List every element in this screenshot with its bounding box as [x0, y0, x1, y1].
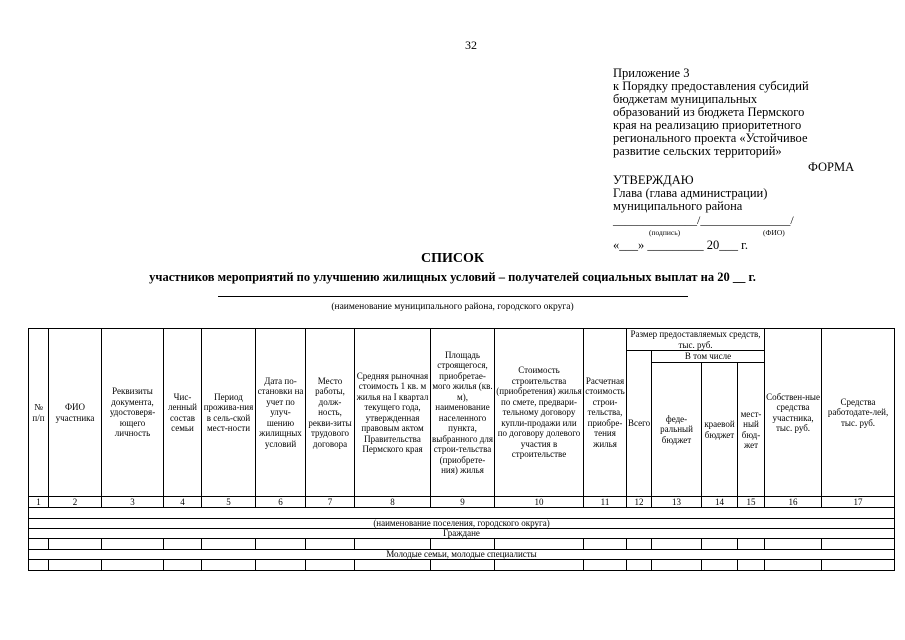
header-subgroup: В том числе — [652, 351, 765, 363]
table-cell — [202, 560, 256, 571]
citizens-section-label: Граждане — [29, 529, 895, 539]
table-cell — [256, 560, 306, 571]
form-label: ФОРМА — [808, 160, 855, 174]
table-cell — [822, 560, 895, 571]
appendix-line: Приложение 3 — [613, 66, 690, 80]
municipality-name-line — [218, 296, 688, 297]
signature-labels — [613, 228, 853, 238]
header-federal: феде-ральный бюджет — [652, 363, 702, 497]
signature-line: ______________/_______________/ — [613, 213, 794, 227]
column-number-row — [29, 497, 895, 508]
column-number: 6 — [256, 497, 306, 508]
table-cell — [49, 539, 102, 550]
column-number: 13 — [652, 497, 702, 508]
table-cell — [164, 560, 202, 571]
section-row — [29, 519, 895, 529]
approval-line: Глава (глава администрации) — [613, 186, 768, 200]
header-employer-funds: Средства работодате-лей, тыс. руб. — [822, 329, 895, 497]
table-row — [29, 508, 895, 519]
column-number: 15 — [738, 497, 765, 508]
table-cell — [495, 539, 584, 550]
table-cell — [256, 539, 306, 550]
signature-label: (подпись) — [649, 228, 681, 237]
header-calculated-cost: Расчетная стоимость строи-тельства, приобре-тения жилья — [584, 329, 627, 497]
appendix-line: развитие сельских территорий» — [613, 144, 782, 158]
table-cell — [29, 539, 49, 550]
table-row — [29, 560, 895, 571]
column-number: 16 — [765, 497, 822, 508]
table-cell — [29, 560, 49, 571]
header-workplace: Место работы, долж-ность, рекви-зиты трудового договора — [306, 329, 355, 497]
section-row — [29, 550, 895, 560]
column-number: 4 — [164, 497, 202, 508]
header-cost: Стоимость строительства (приобретения) жилья по смете, предвари-тельному договору купли-продажи или по договору долевого участия в строительстве — [495, 329, 584, 497]
table-cell — [49, 560, 102, 571]
table-cell — [765, 560, 822, 571]
table-cell — [102, 560, 164, 571]
fio-label: (ФИО) — [763, 228, 785, 237]
table-cell — [355, 560, 431, 571]
table-cell — [765, 539, 822, 550]
municipality-name-label: (наименование муниципального района, городского округа) — [331, 302, 574, 312]
column-number: 11 — [584, 497, 627, 508]
table-cell — [652, 560, 702, 571]
column-number: 2 — [49, 497, 102, 508]
appendix-line: бюджетам муниципальных — [613, 92, 758, 106]
column-number: 10 — [495, 497, 584, 508]
table-cell — [431, 539, 495, 550]
header-regional: краевой бюджет — [702, 363, 738, 497]
table-cell — [306, 539, 355, 550]
header-family-size: Чис-ленный состав семьи — [164, 329, 202, 497]
table-cell — [702, 560, 738, 571]
header-id-document: Реквизиты документа, удостоверя-ющего личность — [102, 329, 164, 497]
header-local: мест-ный бюд-жет — [738, 363, 765, 497]
column-number: 8 — [355, 497, 431, 508]
column-number: 17 — [822, 497, 895, 508]
table-cell — [102, 539, 164, 550]
table-cell — [822, 539, 895, 550]
column-number: 14 — [702, 497, 738, 508]
column-number: 3 — [102, 497, 164, 508]
header-residence-period: Период прожива-ния в сель-ской мест-ности — [202, 329, 256, 497]
header-number: № п/п — [29, 329, 49, 497]
page-number: 32 — [465, 38, 477, 52]
table-cell — [738, 539, 765, 550]
table-cell — [202, 539, 256, 550]
table-cell — [652, 539, 702, 550]
header-avg-price: Средняя рыночная стоимость 1 кв. м жилья на I квартал текущего года, утвержденная правовым актом Правительства Пермского края — [355, 329, 431, 497]
header-area: Площадь строящегося, приобретае-мого жилья (кв. м), наименование населенного пункта, выбранного для строи-тельства (приобрете-ния) жилья — [431, 329, 495, 497]
table-cell — [306, 560, 355, 571]
table-cell — [431, 560, 495, 571]
document-title: СПИСОК — [420, 251, 485, 266]
table-row — [29, 539, 895, 550]
section-row — [29, 529, 895, 539]
table-cell — [584, 539, 627, 550]
header-registration-date: Дата по-становки на учет по улуч-шению жилищных условий — [256, 329, 306, 497]
young-families-section-label: Молодые семьи, молодые специалисты — [29, 550, 895, 560]
header-fio: ФИО участника — [49, 329, 102, 497]
header-own-funds: Собствен-ные средства участника, тыс. руб. — [765, 329, 822, 497]
table-cell — [164, 539, 202, 550]
settlement-name-label: (наименование поселения, городского округа) — [29, 519, 895, 529]
table-cell — [738, 560, 765, 571]
column-number: 9 — [431, 497, 495, 508]
participants-table — [28, 328, 895, 571]
table-cell — [627, 560, 652, 571]
column-number: 12 — [627, 497, 652, 508]
approval-line: муниципального района — [613, 199, 743, 213]
table-cell — [702, 539, 738, 550]
table-cell — [355, 539, 431, 550]
header-total: Всего — [627, 351, 652, 497]
appendix-line: регионального проекта «Устойчивое — [613, 131, 808, 145]
blank-cell — [29, 508, 895, 519]
appendix-line: края на реализацию приоритетного — [613, 118, 802, 132]
approval-block — [613, 174, 883, 213]
appendix-line: образований из бюджета Пермского — [613, 105, 805, 119]
column-number: 1 — [29, 497, 49, 508]
header-funds-group: Размер предоставляемых средств, тыс. руб. — [627, 329, 765, 351]
column-number: 7 — [306, 497, 355, 508]
document-subtitle: участников мероприятий по улучшению жилищных условий – получателей социальных выплат на 20 __ г. — [149, 270, 756, 284]
appendix-line: к Порядку предоставления субсидий — [613, 79, 809, 93]
approval-line: УТВЕРЖДАЮ — [613, 173, 694, 187]
column-number: 5 — [202, 497, 256, 508]
table-cell — [495, 560, 584, 571]
appendix-block — [613, 67, 883, 158]
table-cell — [584, 560, 627, 571]
date-line: «___» _________ 20___ г. — [613, 238, 748, 252]
table-cell — [627, 539, 652, 550]
